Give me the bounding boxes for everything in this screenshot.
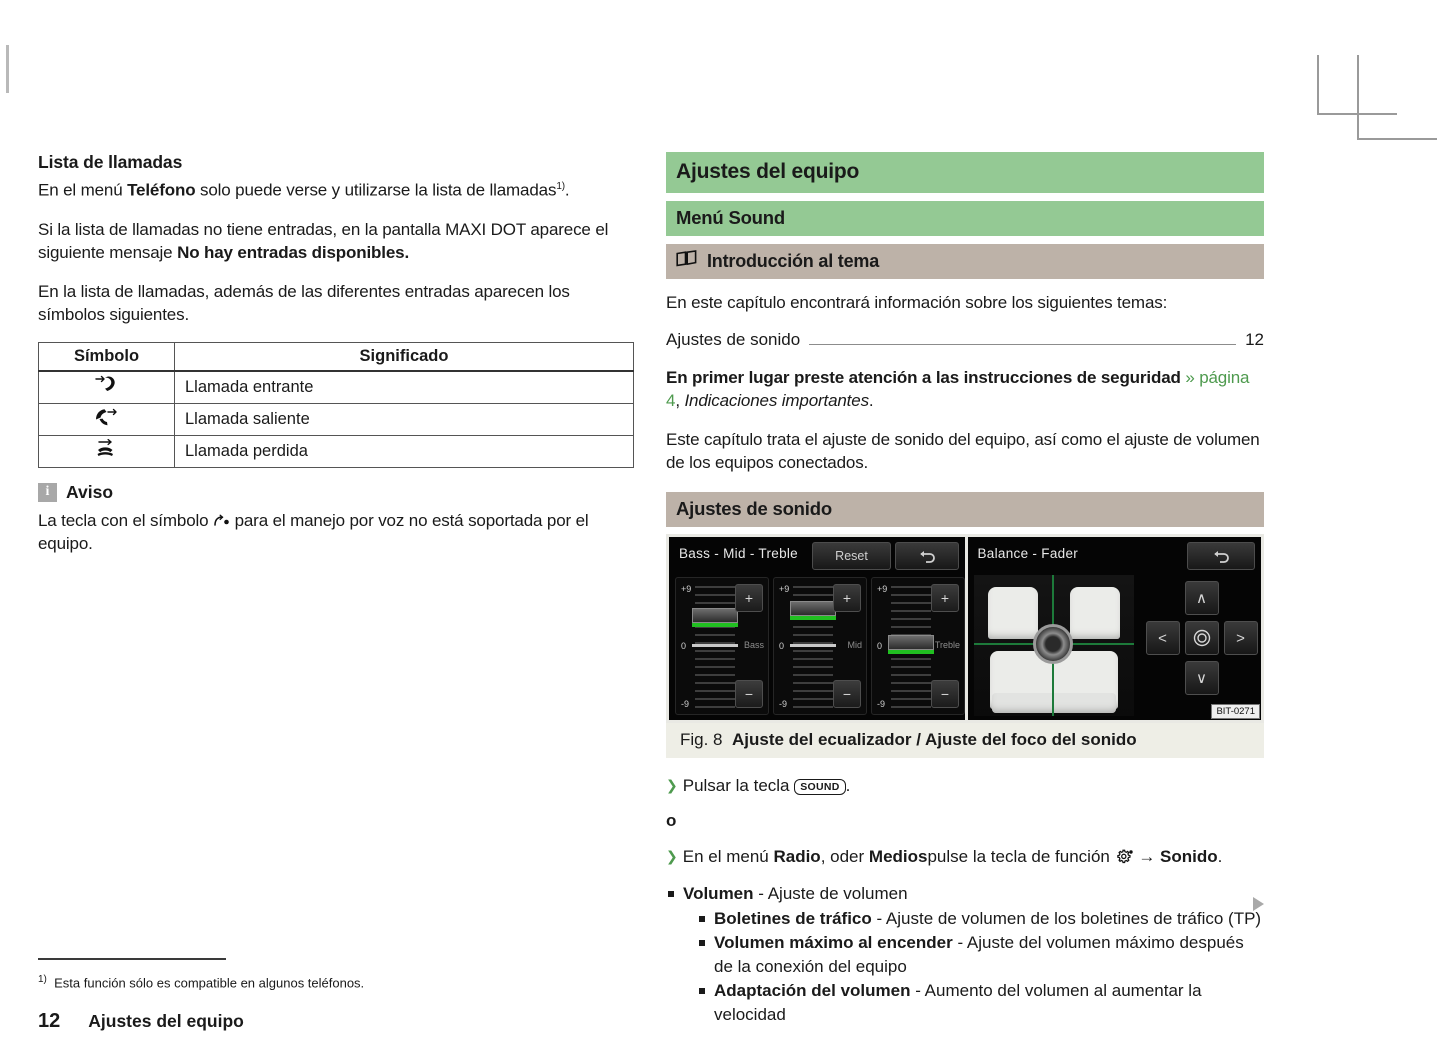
footnote-ref: 1) [556, 181, 565, 192]
equalizer-band-bass[interactable] [675, 577, 769, 715]
volume-label: Volumen [683, 884, 754, 903]
balance-fader-screen [968, 537, 1262, 720]
chapter-bar: Ajustes del equipo [666, 152, 1264, 193]
center-target-icon[interactable] [1185, 621, 1219, 655]
band-minus-button[interactable]: − [833, 680, 861, 708]
sound-key-button[interactable]: SOUND [794, 779, 845, 795]
seat-rear-base [992, 693, 1116, 713]
traffic-bulletins-label: Boletines de tráfico [714, 908, 872, 928]
band-minus-button[interactable]: − [931, 680, 959, 708]
footnote-divider [38, 958, 226, 960]
menu-medios: Medios [868, 847, 928, 866]
footnote [38, 974, 364, 990]
p2-bold: No hay entradas disponibles. [177, 242, 410, 262]
p1-bold: Teléfono [127, 180, 196, 200]
band-label-top: +9 [779, 584, 790, 594]
list-item [697, 907, 1264, 931]
move-left-button[interactable]: < [1146, 621, 1180, 655]
equalizer-title: Bass - Mid - Treble [679, 546, 798, 561]
band-zero-marker [692, 644, 738, 647]
figure-8-image [666, 534, 1264, 723]
p1-end: . [564, 180, 570, 200]
step-pre: Pulsar la tecla [682, 776, 795, 795]
figure-caption [666, 723, 1264, 758]
note-header [38, 482, 634, 503]
equalizer-band-mid[interactable] [773, 577, 867, 715]
chapter-description: Este capítulo trata el ajuste de sonido del equipo, así como el ajuste de volumen de los equipos conectados. [666, 430, 1260, 472]
step2-end: . [1217, 847, 1223, 866]
table-header-row [39, 342, 634, 371]
safety-comma: , [675, 391, 680, 410]
band-knob[interactable] [692, 608, 738, 623]
band-label-bottom: -9 [681, 699, 690, 709]
footer-chapter-title: Ajustes del equipo [88, 1011, 244, 1031]
band-scale [695, 586, 735, 708]
step2-pre: En el menú [682, 847, 774, 866]
equalizer-band-treble[interactable] [871, 577, 965, 715]
band-name: Treble [934, 640, 960, 650]
table-row [39, 371, 634, 404]
step-text [683, 774, 851, 797]
band-name: Bass [743, 640, 764, 650]
outgoing-call-icon [39, 403, 175, 435]
toc-entry[interactable] [666, 330, 1264, 350]
volume-sub-options [697, 907, 1264, 1027]
move-right-button[interactable]: > [1224, 621, 1258, 655]
list-item [697, 931, 1264, 978]
column-header-meaning: Significado [175, 342, 634, 371]
note-title: Aviso [66, 481, 114, 502]
move-up-button[interactable]: ∧ [1185, 581, 1219, 615]
table-row [39, 403, 634, 435]
move-down-button[interactable]: ∨ [1185, 661, 1219, 695]
band-knob[interactable] [790, 601, 836, 616]
topic-bar [666, 244, 1264, 279]
step2-mid2: pulse la tecla de función [927, 847, 1115, 866]
table-row [39, 435, 634, 467]
safety-italic: Indicaciones importantes [684, 391, 869, 410]
left-paragraph-1 [38, 175, 634, 202]
table-cell-meaning: Llamada saliente [175, 403, 634, 435]
band-value-indicator [888, 650, 934, 654]
left-paragraph-3: En la lista de llamadas, además de las diferentes entradas aparecen los símbolos siguientes. [38, 281, 570, 324]
direction-pad [1146, 581, 1258, 701]
speed-adaptation-desc: - Aumento del volumen al aumentar la velocidad [714, 981, 1202, 1024]
symbol-table [38, 342, 634, 468]
band-plus-button[interactable]: + [931, 584, 959, 612]
open-book-icon [676, 250, 698, 272]
seat-front-right [1070, 587, 1120, 639]
menu-sonido: Sonido [1160, 847, 1218, 866]
toc-entry-page: 12 [1245, 330, 1264, 349]
left-paragraph-2 [38, 218, 634, 264]
safety-page-link[interactable]: » página 4 [666, 368, 1250, 410]
step-arrow-icon: ❯ [666, 848, 678, 864]
continuation-arrow-icon [1253, 897, 1264, 911]
back-arrow-icon[interactable] [895, 542, 959, 570]
p1-post: solo puede verse y utilizarse la lista de llamadas [195, 180, 557, 200]
band-plus-button[interactable]: + [833, 584, 861, 612]
band-label-mid: 0 [877, 641, 883, 651]
band-name: Mid [847, 640, 862, 650]
note-pre: La tecla con el símbolo [38, 510, 213, 530]
reset-button[interactable]: Reset [812, 542, 891, 570]
band-zero-marker [790, 644, 836, 647]
topic-intro-text: En este capítulo encontrará información sobre los siguientes temas: [666, 293, 1168, 312]
section-bar: Menú Sound [666, 201, 1264, 236]
safety-reference [666, 366, 1264, 412]
toc-entry-label: Ajustes de sonido [666, 330, 801, 349]
toc-leader [809, 344, 1236, 345]
right-column [666, 152, 1264, 1027]
band-label-bottom: -9 [877, 699, 886, 709]
note-post: para el manejo por voz no está soportada por el equipo. [38, 510, 589, 553]
step-arrow-icon: ❯ [666, 777, 678, 793]
safety-bold: En primer lugar preste atención a las instrucciones de seguridad [666, 368, 1181, 387]
page-number: 12 [38, 1010, 61, 1032]
table-cell-meaning: Llamada entrante [175, 371, 634, 404]
incoming-call-icon [39, 371, 175, 404]
topic-bar-label: Introducción al tema [707, 250, 880, 271]
info-icon: i [38, 483, 57, 502]
balance-fader-title: Balance - Fader [977, 546, 1079, 561]
figure-caption-text: Ajuste del ecualizador / Ajuste del foco del sonido [731, 730, 1137, 749]
sound-settings-bar: Ajustes de sonido [666, 492, 1264, 527]
list-item [666, 882, 1264, 1026]
back-arrow-icon[interactable] [1187, 542, 1255, 570]
step2-arrow: → [1133, 847, 1161, 866]
settings-gear-icon [1115, 847, 1134, 866]
column-header-symbol: Símbolo [39, 342, 175, 371]
step-post: . [845, 776, 851, 795]
note-text [38, 509, 634, 555]
step-menu-path [666, 845, 1264, 868]
left-column [38, 152, 634, 571]
equalizer-screen [669, 537, 965, 720]
volume-options-list [666, 882, 1264, 1026]
band-minus-button[interactable]: − [735, 680, 763, 708]
footnote-text: Esta función sólo es compatible en algunos teléfonos. [54, 975, 365, 991]
speed-adaptation-label: Adaptación del volumen [714, 981, 911, 1000]
table-cell-meaning: Llamada perdida [175, 435, 634, 467]
safety-end: . [868, 391, 874, 410]
missed-call-icon [39, 435, 175, 467]
seat-front-left [988, 587, 1038, 639]
step2-mid: , oder [820, 847, 869, 866]
voice-control-icon [213, 511, 230, 530]
band-label-top: +9 [681, 584, 692, 594]
band-label-top: +9 [877, 584, 888, 594]
max-startup-volume-label: Volumen máximo al encender [714, 933, 953, 952]
p1-pre: En el menú [38, 180, 128, 200]
band-knob[interactable] [888, 635, 934, 650]
step-text [683, 845, 1223, 868]
list-item [697, 979, 1264, 1026]
band-label-mid: 0 [779, 641, 785, 651]
footnote-marker: 1) [38, 974, 47, 985]
equalizer-bands [675, 577, 965, 715]
page-footer [38, 1010, 244, 1033]
volume-desc: - Ajuste de volumen [753, 884, 908, 903]
traffic-bulletins-desc: - Ajuste de volumen de los boletines de tráfico (TP) [871, 908, 1262, 928]
menu-radio: Radio [773, 847, 821, 866]
cabin-seating-diagram[interactable] [974, 575, 1134, 716]
band-value-indicator [790, 616, 836, 620]
sound-focus-marker[interactable] [1033, 624, 1073, 664]
band-label-bottom: -9 [779, 699, 788, 709]
alternative-label: o [666, 811, 677, 830]
band-value-indicator [692, 623, 738, 627]
figure-caption-label: Fig. 8 [680, 730, 723, 749]
image-code-tag: BIT-0271 [1211, 704, 1260, 719]
p2-pre: Si la lista de llamadas no tiene entradas, en la pantalla MAXI DOT aparece el siguiente mensaje [38, 219, 609, 262]
step-press-sound-key [666, 774, 1264, 797]
left-heading: Lista de llamadas [38, 152, 183, 172]
band-label-mid: 0 [681, 641, 687, 651]
band-plus-button[interactable]: + [735, 584, 763, 612]
max-startup-volume-desc: - Ajuste del volumen máximo después de la conexión del equipo [714, 933, 1244, 976]
